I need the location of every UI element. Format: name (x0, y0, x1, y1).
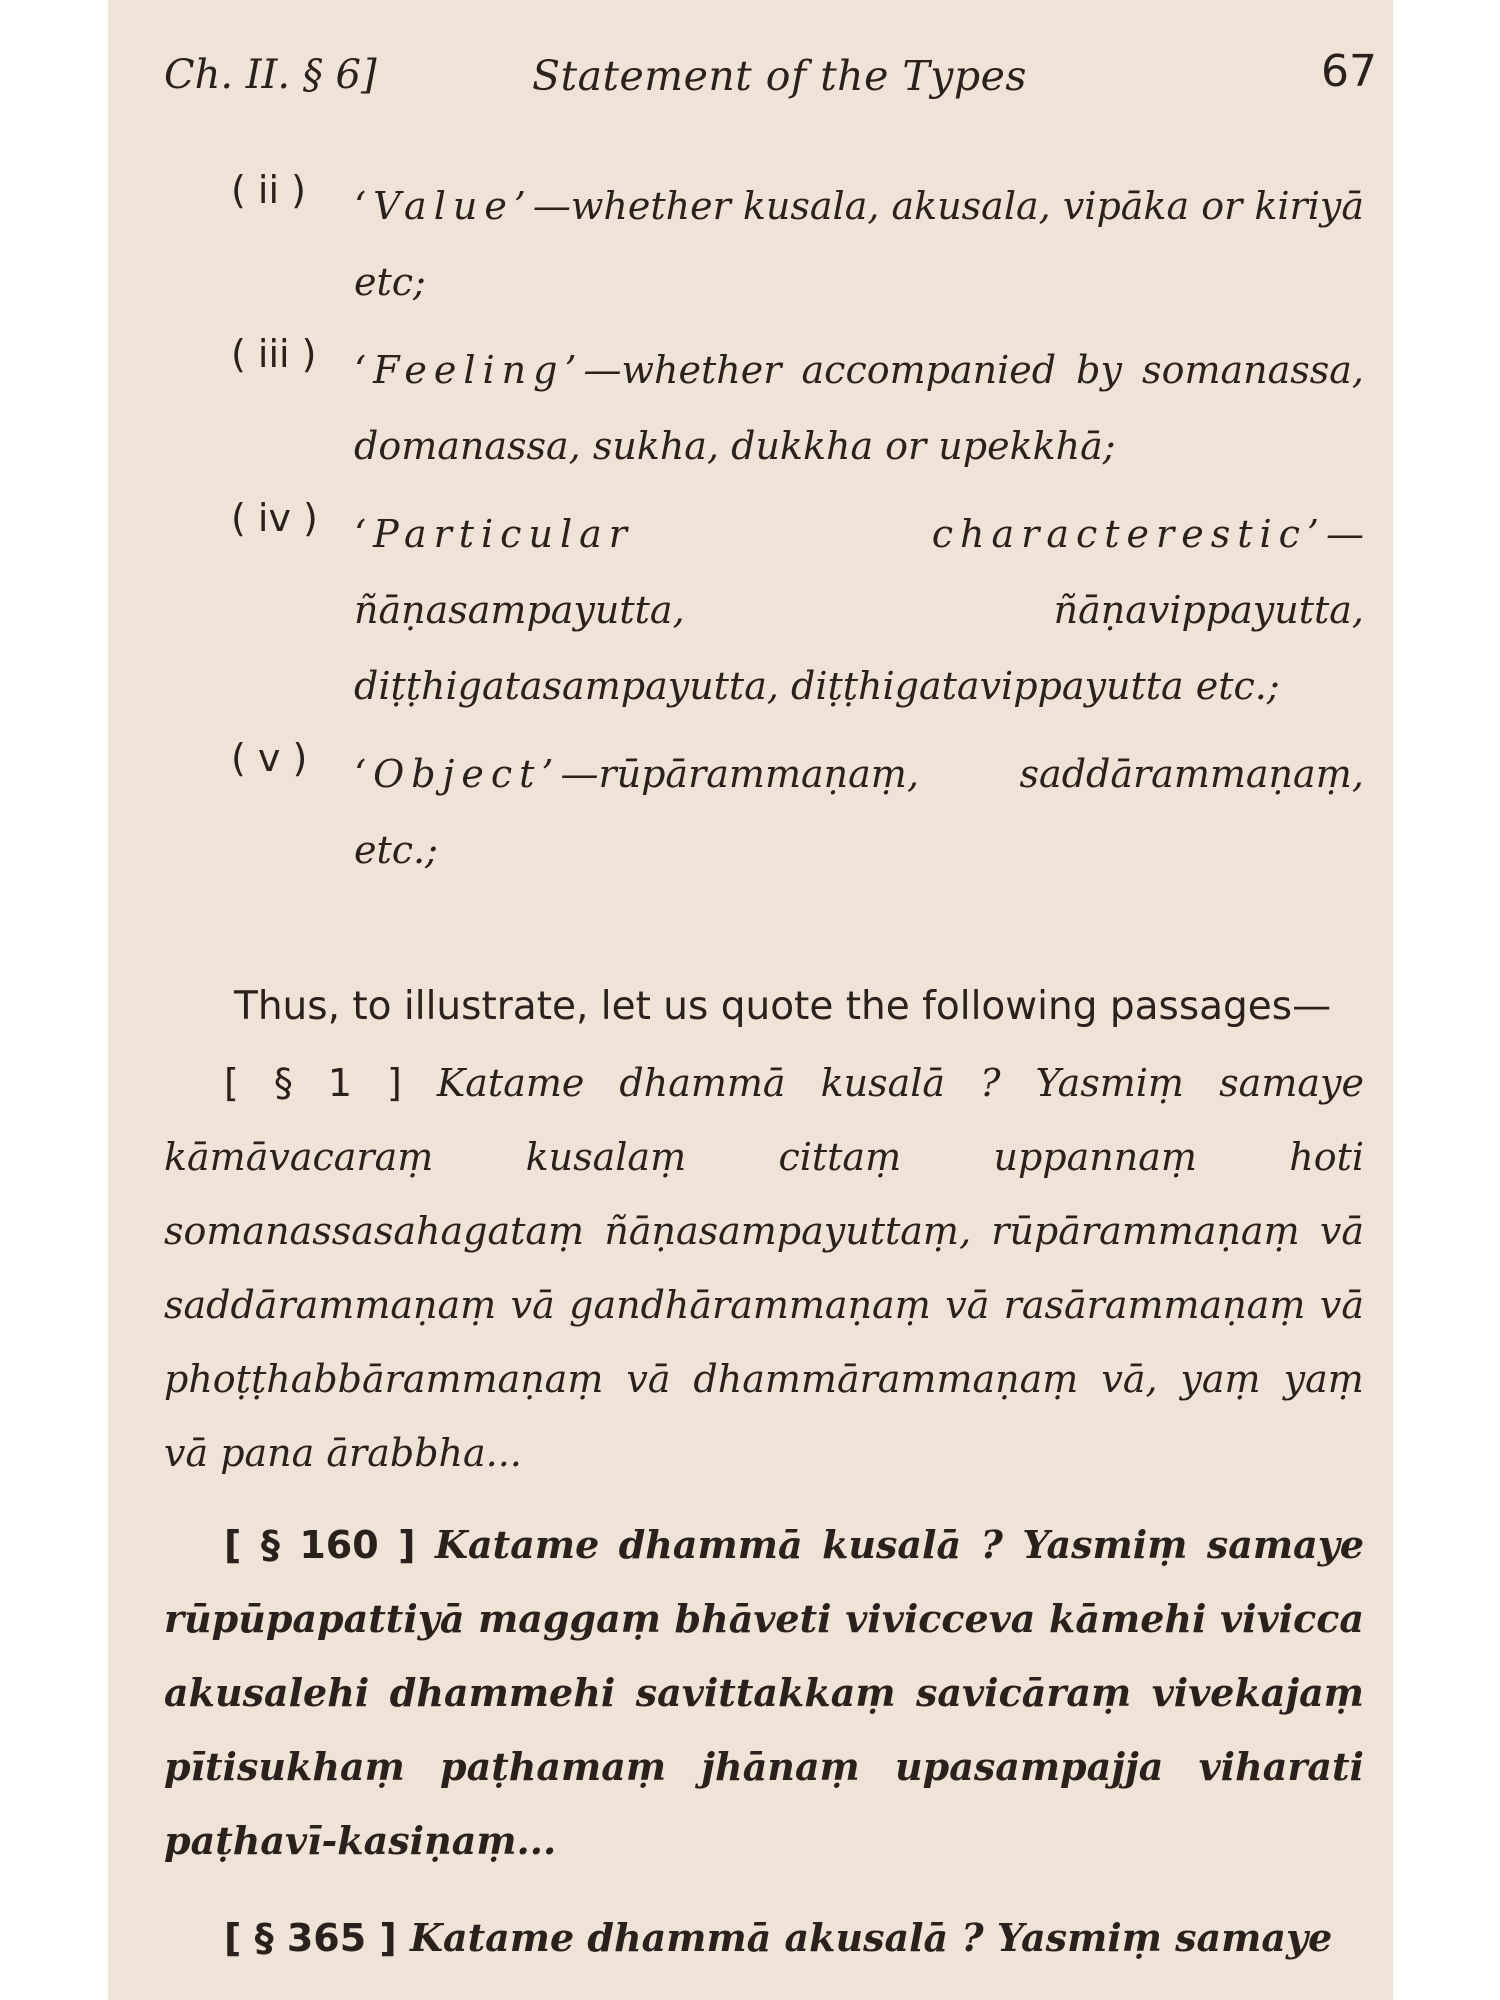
running-header (108, 46, 1393, 122)
passage-3 (164, 1901, 1364, 1975)
list-item (108, 736, 1393, 888)
list-item (108, 496, 1393, 724)
page-number: 67 (1321, 46, 1377, 97)
item-body (354, 496, 1364, 724)
book-page (108, 0, 1393, 2000)
item-label: ‘Value’ (354, 184, 533, 228)
item-text: —whether accompanied by somanassa, domanassa, sukha, dukkha or upekkhā; (354, 348, 1364, 468)
item-number: ( ii ) (231, 168, 306, 212)
classification-list (108, 168, 1393, 900)
item-body (354, 736, 1364, 888)
passage-reference: [ § 365 ] (224, 1916, 397, 1960)
item-label: ‘Feeling’ (354, 348, 584, 392)
item-text: —whether kusala, akusala, vipāka or kiriyā etc; (354, 184, 1364, 304)
item-number: ( iii ) (231, 332, 317, 376)
passage-text: Katame dhammā akusalā ? Yasmiṃ samaye (409, 1915, 1333, 1960)
passage-reference: [ § 160 ] (224, 1523, 416, 1567)
item-text: — ñāṇasampayutta, ñāṇavippayutta, diṭṭhigatasampayutta, diṭṭhigatavippayutta etc.; (354, 512, 1364, 708)
intro-sentence: Thus, to illustrate, let us quote the following passages— (234, 984, 1332, 1029)
item-number: ( v ) (231, 736, 308, 780)
item-body (354, 332, 1364, 484)
item-number: ( iv ) (231, 496, 318, 540)
item-label: ‘Object’ (354, 752, 561, 796)
running-title: Statement of the Types (532, 52, 1027, 100)
item-body (354, 168, 1364, 320)
passage-reference: [ § 1 ] (224, 1061, 402, 1105)
list-item (108, 168, 1393, 320)
passage-2 (164, 1508, 1364, 1878)
passage-text: Katame dhammā kusalā ? Yasmiṃ samaye kāmāvacaraṃ kusalaṃ cittaṃ uppannaṃ hoti somanassasahagataṃ ñāṇasampayuttaṃ, rūpārammaṇaṃ vā saddārammaṇaṃ vā gandhārammaṇaṃ vā rasārammaṇaṃ vā phoṭṭhabbārammaṇaṃ vā dhammārammaṇaṃ vā, yaṃ yaṃ vā pana ārabbha... (164, 1061, 1364, 1475)
passage-text: Katame dhammā kusalā ? Yasmiṃ samaye rūpūpapattiyā maggaṃ bhāveti vivicceva kāmehi vivicca akusalehi dhammehi savittakkaṃ savicāraṃ vivekajaṃ pītisukhaṃ paṭhamaṃ jhānaṃ upasampajja viharati paṭhavī-kasiṇaṃ... (164, 1522, 1364, 1863)
passage-1 (164, 1046, 1364, 1490)
list-item (108, 332, 1393, 484)
item-text: —rūpārammaṇaṃ, saddārammaṇaṃ, etc.; (354, 752, 1364, 872)
chapter-reference: Ch. II. § 6] (164, 52, 377, 98)
item-label: ‘Particular characterestic’ (354, 512, 1326, 556)
